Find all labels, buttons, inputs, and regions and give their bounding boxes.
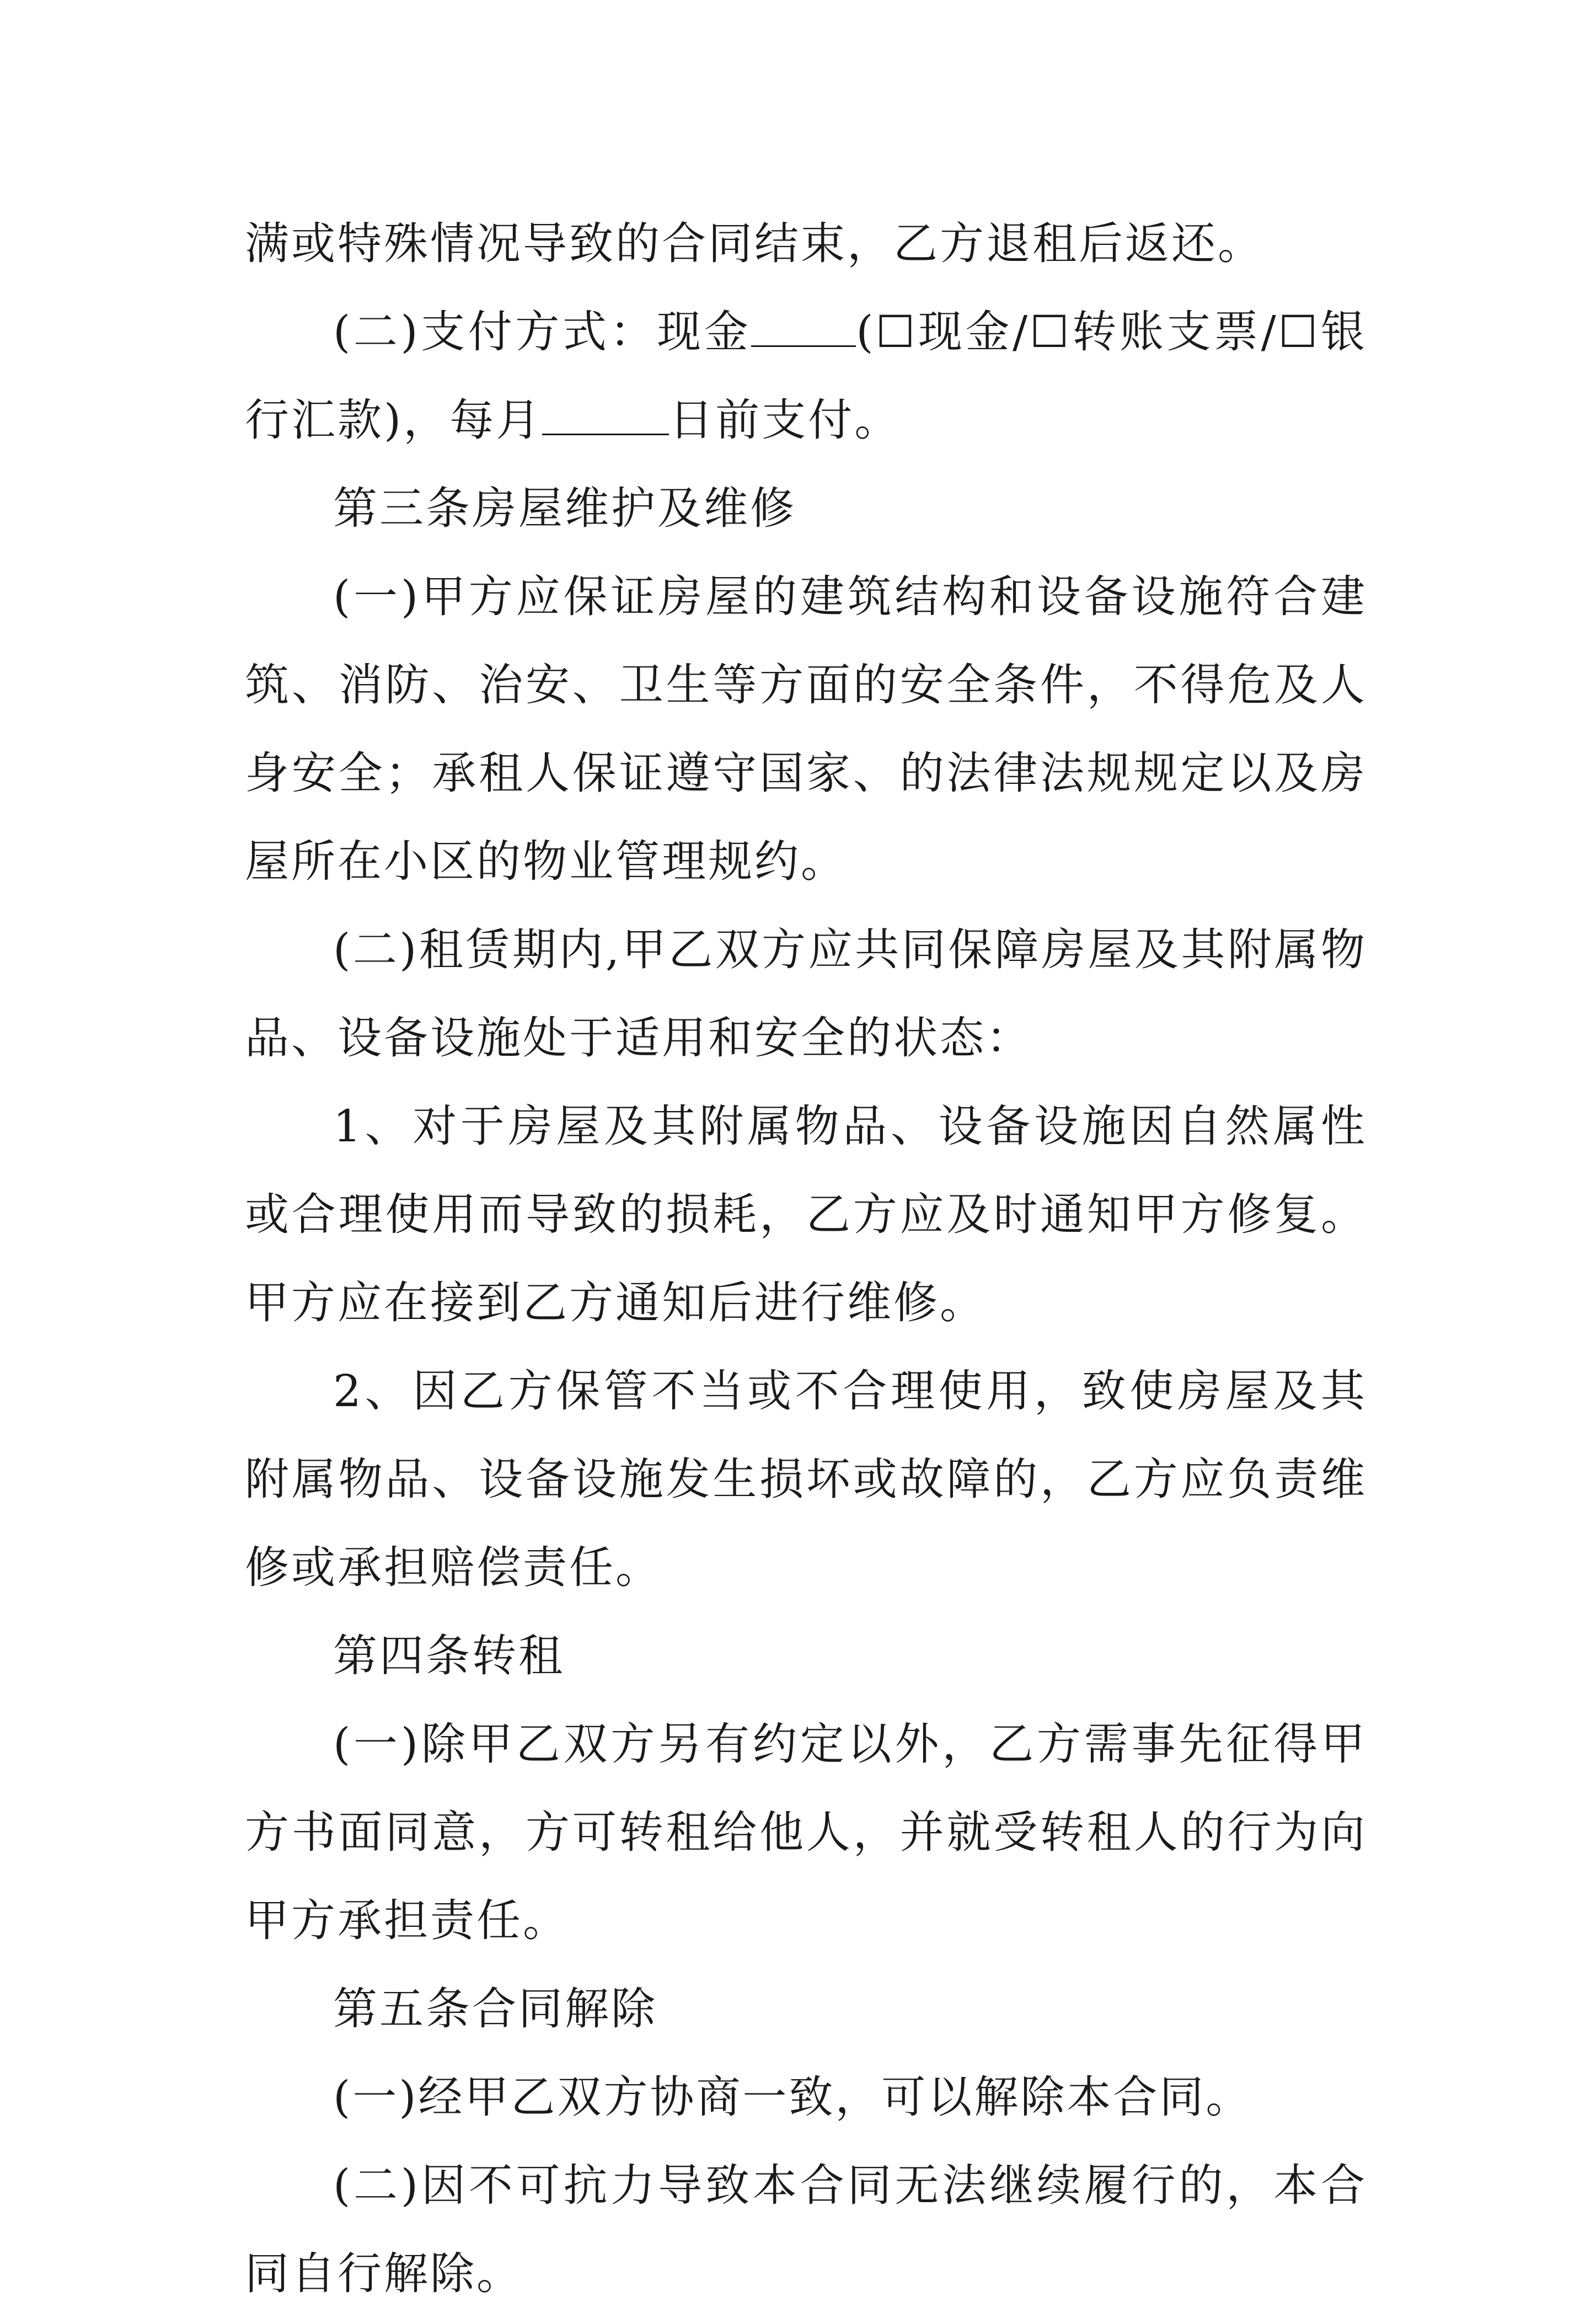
- document-body: [245, 200, 1367, 2318]
- article-3-clause-2-item-2: 2、因乙方保管不当或不合理使用，致使房屋及其附属物品、设备设施发生损坏或故障的，乙方应负责维修或承担赔偿责任。: [245, 1365, 1367, 1593]
- payment-options: (☐现金/☐转账支票/☐银行汇款)，每月: [245, 306, 1367, 446]
- article-5-clause-2: (二)因不可抗力导致本合同无法继续履行的，本合同自行解除。: [245, 2160, 1367, 2299]
- payment-day-blank: [542, 399, 669, 435]
- article-3-clause-2-item-1: 1、对于房屋及其附属物品、设备设施因自然属性或合理使用而导致的损耗，乙方应及时通知甲方修复。甲方应在接到乙方通知后进行维修。: [245, 1101, 1367, 1328]
- payment-day-suffix: 日前支付。: [669, 394, 901, 446]
- article-5-title: 第五条合同解除: [333, 1983, 657, 2034]
- paragraph-payment-method: [245, 288, 1367, 464]
- article-4-clause-1: (一)除甲乙双方另有约定以外，乙方需事先征得甲方书面同意，方可转租给他人，并就受转租人的行为向甲方承担责任。: [245, 1718, 1367, 1946]
- payment-method-label: (二)支付方式：现金: [333, 306, 752, 357]
- article-5-clause-1: (一)经甲乙双方协商一致，可以解除本合同。: [333, 2071, 1252, 2123]
- payment-amount-blank: [751, 311, 856, 347]
- article-3-clause-2: (二)租赁期内,甲乙双方应共同保障房屋及其附属物品、设备设施处于适用和安全的状态：: [245, 924, 1367, 1064]
- article-3-clause-1: (一)甲方应保证房屋的建筑结构和设备设施符合建筑、消防、治安、卫生等方面的安全条件，不得危及人身安全；承租人保证遵守国家、的法律法规规定以及房屋所在小区的物业管理规约。: [245, 571, 1367, 887]
- paragraph-deposit-return: 满或特殊情况导致的合同结束，乙方退租后返还。: [245, 218, 1264, 269]
- article-4-title: 第四条转租: [333, 1630, 565, 1681]
- article-3-title: 第三条房屋维护及维修: [333, 483, 796, 534]
